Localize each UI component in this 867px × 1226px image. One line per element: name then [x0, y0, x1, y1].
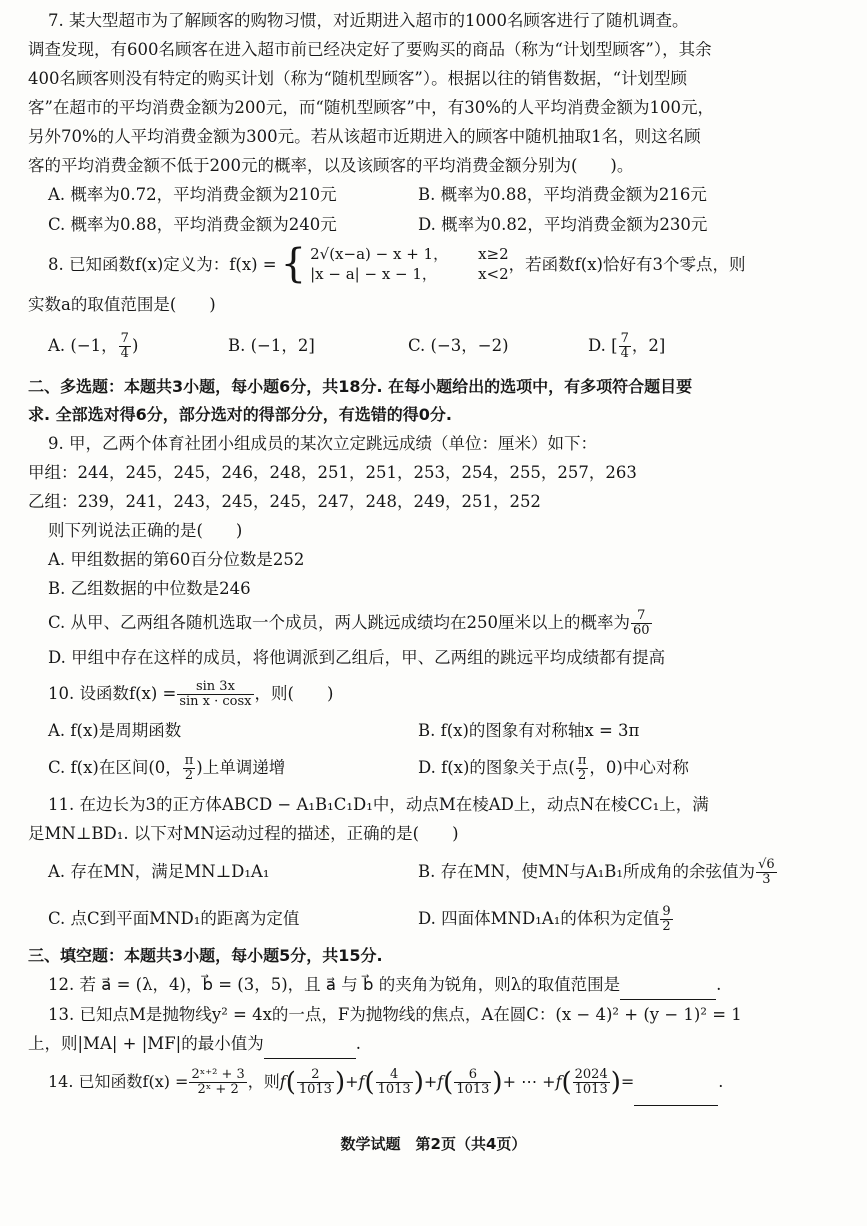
numerator: π: [184, 753, 194, 768]
fraction: [631, 609, 652, 638]
q10-options-row-1: [28, 716, 845, 746]
q11-options-row-1: [28, 848, 845, 896]
q10-option-a: A. f(x)是周期函数: [48, 721, 182, 740]
question-14: 14. 已知函数f(x) = $\frac{\text{2ˣ⁺² + 3}}{\text{2ˣ + 2}}$ ，则f( $\frac{2}{1013}$ )+f( $\frac{4}{1013}$ )+f( $\frac{6}{1013}$ )+ ⋯ +f( $\frac{2024}{1013}$ )= .: [28, 1059, 845, 1106]
case-1-expr: 2√(x−a) − x + 1，: [310, 245, 449, 263]
section-3-header: 三、填空题：本题共3小题，每小题5分，共15分.: [28, 946, 383, 965]
question-11: [28, 790, 845, 942]
q14-mid: ，则: [247, 1072, 280, 1091]
numerator: 2024: [574, 1067, 608, 1082]
denominator: 2: [184, 768, 194, 783]
q8-option-a: [48, 321, 228, 371]
q7-line-1: 7. 某大型超市为了解顾客的购物习惯，对近期进入超市的1000名顾客进行了随机调查。: [48, 11, 689, 30]
answer-blank[interactable]: [634, 1059, 718, 1106]
section-2-header: [28, 373, 845, 429]
q11-option-a: A. 存在MN，满足MN⊥D₁A₁: [48, 862, 270, 881]
denominator: 1013: [456, 1082, 490, 1097]
q9-option-c: [28, 603, 845, 643]
q11-line-2: 足MN⊥BD₁. 以下对MN运动过程的描述，正确的是( ): [28, 824, 459, 843]
q7-option-d: D. 概率为0.82，平均消费金额为230元: [418, 215, 708, 234]
q8-d-close: ，2]: [631, 336, 666, 355]
numerator: 7: [631, 609, 652, 624]
section-2-line-2: 求. 全部选对得6分，部分选对的得部分分，有选错的得0分.: [28, 405, 452, 424]
q11-options-row-2: [28, 896, 845, 942]
fraction: [189, 1068, 246, 1097]
question-7: [28, 6, 845, 240]
question-12: [28, 970, 845, 1000]
q10-option-c: [48, 746, 418, 790]
q7-line-4: 客”在超市的平均消费金额为200元，而“随机型顾客”中，有30%的人平均消费金额为100元，: [28, 98, 714, 117]
q9-group-a: 甲组：244，245，245，246，248，251，251，253，254，255，257，263: [28, 463, 637, 482]
numerator: 9: [662, 904, 671, 919]
numerator: sin 3x: [177, 680, 253, 695]
denominator: 2: [662, 919, 671, 934]
q7-options-row-2: [28, 210, 845, 240]
denominator: 3: [762, 872, 771, 887]
page-footer: 数学试题 第2页（共4页）: [340, 1135, 527, 1153]
fraction: [660, 905, 672, 934]
piecewise-cases: [310, 244, 509, 284]
q10-d-open: D. f(x)的图象关于点(: [418, 758, 575, 777]
q9-line-1: 9. 甲，乙两个体育社团小组成员的某次立定跳远成绩（单位：厘米）如下：: [48, 434, 597, 453]
fraction: [183, 754, 196, 783]
q10-suffix: ，则( ): [254, 684, 334, 703]
q12-end: .: [716, 975, 722, 994]
numerator: 6: [454, 1068, 491, 1083]
q10-d-close: ，0)中心对称: [589, 758, 689, 777]
q13-text: 上，则|MA| + |MF|的最小值为: [28, 1034, 264, 1053]
q14-prefix: 14. 已知函数f(x) =: [48, 1072, 189, 1091]
denominator: sin x · cosx: [179, 694, 252, 709]
numerator: π: [577, 753, 587, 768]
q10-option-b: B. f(x)的图象有对称轴x = 3π: [418, 721, 640, 740]
q13-line-1: 13. 已知点M是抛物线y² = 4x的一点，F为抛物线的焦点，A在圆C：(x − 4)² + (y − 1)² = 1: [48, 1005, 742, 1024]
q8-line-2: 实数a的取值范围是( ): [28, 295, 216, 314]
q8-line-1: [28, 242, 845, 286]
q8-a-close: ): [131, 336, 139, 355]
question-10: [28, 672, 845, 790]
denominator: 2ˣ + 2: [197, 1082, 239, 1097]
q12-text: 12. 若 a⃗ = (λ，4)，b⃗ = (3，5)，且 a⃗ 与 b⃗ 的夹角为锐角，则λ的取值范围是: [48, 975, 621, 994]
q7-line-2: 调查发现，有600名顾客在进入超市前已经决定好了要购买的商品（称为“计划型顾客”），其余: [28, 40, 712, 59]
q8-option-d: [588, 321, 665, 371]
q13-end: .: [355, 1034, 361, 1053]
q7-option-b: B. 概率为0.88，平均消费金额为216元: [418, 185, 707, 204]
q11-d-text: D. 四面体MND₁A₁的体积为定值: [418, 909, 660, 928]
q9-line-4: 则下列说法正确的是( ): [48, 521, 243, 540]
q10-option-d: [418, 746, 689, 790]
question-8: [28, 242, 845, 371]
piecewise-case-2: [310, 264, 509, 284]
q9-option-b: B. 乙组数据的中位数是246: [48, 579, 251, 598]
question-9: [28, 429, 845, 672]
q8-d-open: D. [: [588, 336, 618, 355]
numerator: 2: [297, 1068, 334, 1083]
q9-c-text: C. 从甲、乙两组各随机选取一个成员，两人跳远成绩均在250厘米以上的概率为: [48, 613, 631, 632]
q9-group-b: 乙组：239，241，243，245，245，247，248，249，251，252: [28, 492, 541, 511]
denominator: 2: [577, 768, 587, 783]
fraction: [119, 332, 131, 361]
q7-option-a: A. 概率为0.72，平均消费金额为210元: [48, 185, 337, 204]
q13-line-2: [28, 1029, 845, 1059]
piecewise-brace: {: [280, 241, 307, 287]
q9-option-d: D. 甲组中存在这样的成员，将他调派到乙组后，甲、乙两组的跳远平均成绩都有提高: [48, 648, 666, 667]
q7-line-3: 400名顾客则没有特定的购买计划（称为“随机型顾客”）。根据以往的销售数据，“计划型顾: [28, 69, 688, 88]
fraction: [619, 332, 631, 361]
fraction: [756, 858, 777, 887]
denominator: 4: [120, 346, 129, 361]
fraction: [576, 754, 589, 783]
q7-options-row-1: [28, 180, 845, 210]
q11-line-1: 11. 在边长为3的正方体ABCD − A₁B₁C₁D₁中，动点M在棱AD上，动点N在棱CC₁上，满: [48, 795, 709, 814]
q14-dots: + ⋯ +: [502, 1072, 556, 1091]
term-4: [573, 1068, 610, 1097]
case-2-expr: |x − a| − x − 1，: [310, 265, 437, 283]
q10-prefix: 10. 设函数f(x) =: [48, 684, 177, 703]
q10-options-row-2: [28, 746, 845, 790]
q7-line-6: 客的平均消费金额不低于200元的概率，以及该顾客的平均消费金额分别为( )。: [28, 156, 634, 175]
denominator: 4: [620, 346, 629, 361]
q14-end: .: [718, 1072, 724, 1091]
numerator: 7: [620, 331, 629, 346]
fraction: [177, 680, 253, 709]
answer-blank[interactable]: [264, 1029, 356, 1059]
term-1: [297, 1068, 334, 1097]
q8-prefix: 8. 已知函数f(x)定义为：f(x) =: [48, 254, 277, 274]
q8-option-c: C. (−3，−2): [408, 336, 509, 355]
q9-option-a: A. 甲组数据的第60百分位数是252: [48, 550, 305, 569]
term-2: [376, 1068, 413, 1097]
q10-c-open: C. f(x)在区间(0，: [48, 758, 182, 777]
numerator: 2ˣ⁺² + 3: [191, 1067, 245, 1082]
q8-suffix: ，若函数f(x)恰好有3个零点，则: [508, 254, 746, 274]
q7-line-5: 另外70%的人平均消费金额为300元。若从该超市近期进入的顾客中随机抽取1名，则这名顾: [28, 127, 701, 146]
numerator: 7: [120, 331, 129, 346]
q8-a-open: A. (−1，: [48, 336, 118, 355]
q10-c-close: )上单调递增: [196, 758, 286, 777]
denominator: 1013: [574, 1082, 608, 1097]
q11-option-c: C. 点C到平面MND₁的距离为定值: [48, 909, 300, 928]
answer-blank[interactable]: [620, 970, 716, 1000]
q10-line-1: [28, 672, 845, 716]
q7-option-c: C. 概率为0.88，平均消费金额为240元: [48, 215, 337, 234]
q11-b-text: B. 存在MN，使MN与A₁B₁所成角的余弦值为: [418, 862, 756, 881]
section-2-line-1: 二、多选题：本题共3小题，每小题6分，共18分. 在每小题给出的选项中，有多项符合题目要: [28, 377, 693, 396]
denominator: 1013: [377, 1082, 411, 1097]
question-13: [28, 1000, 845, 1059]
numerator: √6: [758, 857, 775, 872]
piecewise-case-1: [310, 244, 509, 264]
numerator: 4: [376, 1068, 413, 1083]
denominator: 1013: [298, 1082, 332, 1097]
denominator: 60: [633, 623, 650, 638]
q14-equals: =: [620, 1072, 635, 1091]
term-3: [454, 1068, 491, 1097]
q11-option-b: [418, 848, 778, 896]
q8-options-row: [28, 321, 845, 371]
case-2-cond: x<2: [478, 265, 509, 283]
q8-option-b: B. (−1，2]: [228, 336, 315, 355]
case-1-cond: x≥2: [478, 245, 509, 263]
q11-option-d: [418, 896, 674, 942]
